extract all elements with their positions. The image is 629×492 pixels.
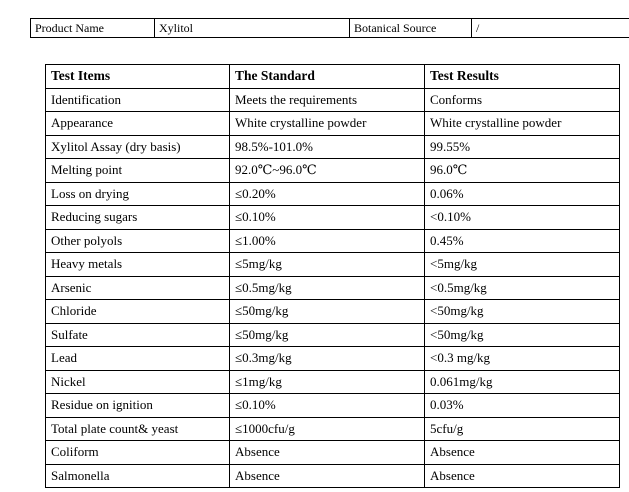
standard-cell: Absence [230, 464, 425, 488]
test-item-cell: Lead [46, 347, 230, 371]
test-item-cell: Appearance [46, 112, 230, 136]
standard-cell: ≤0.10% [230, 206, 425, 230]
table-row [46, 441, 620, 465]
result-cell: 0.45% [425, 229, 620, 253]
standard-cell: ≤50mg/kg [230, 300, 425, 324]
result-cell: White crystalline powder [425, 112, 620, 136]
table-row [46, 370, 620, 394]
test-item-cell: Total plate count& yeast [46, 417, 230, 441]
result-cell: <5mg/kg [425, 253, 620, 277]
table-row [46, 276, 620, 300]
test-item-cell: Xylitol Assay (dry basis) [46, 135, 230, 159]
standard-cell: ≤1000cfu/g [230, 417, 425, 441]
table-row [46, 159, 620, 183]
result-cell: <50mg/kg [425, 323, 620, 347]
result-cell: 0.061mg/kg [425, 370, 620, 394]
table-row [46, 417, 620, 441]
botanical-source-value: / [472, 19, 629, 38]
table-header-row [46, 65, 620, 89]
test-item-cell: Identification [46, 88, 230, 112]
result-cell: 0.06% [425, 182, 620, 206]
test-item-cell: Chloride [46, 300, 230, 324]
result-cell: 96.0℃ [425, 159, 620, 183]
product-info-row [31, 19, 629, 38]
header-test-items: Test Items [46, 65, 230, 89]
test-item-cell: Salmonella [46, 464, 230, 488]
test-item-cell: Heavy metals [46, 253, 230, 277]
product-name-label: Product Name [31, 19, 155, 38]
standard-cell: ≤0.3mg/kg [230, 347, 425, 371]
test-item-cell: Other polyols [46, 229, 230, 253]
test-item-cell: Melting point [46, 159, 230, 183]
table-row [46, 135, 620, 159]
standard-cell: 98.5%-101.0% [230, 135, 425, 159]
test-item-cell: Residue on ignition [46, 394, 230, 418]
result-cell: <0.5mg/kg [425, 276, 620, 300]
table-row [46, 464, 620, 488]
standard-cell: ≤0.10% [230, 394, 425, 418]
result-cell: 0.03% [425, 394, 620, 418]
standard-cell: ≤1.00% [230, 229, 425, 253]
result-cell: 5cfu/g [425, 417, 620, 441]
result-cell: <50mg/kg [425, 300, 620, 324]
test-item-cell: Reducing sugars [46, 206, 230, 230]
standard-cell: ≤50mg/kg [230, 323, 425, 347]
table-row [46, 112, 620, 136]
product-info-table [30, 18, 629, 38]
result-cell: Conforms [425, 88, 620, 112]
test-item-cell: Loss on drying [46, 182, 230, 206]
specification-table [45, 64, 620, 488]
test-item-cell: Arsenic [46, 276, 230, 300]
standard-cell: ≤1mg/kg [230, 370, 425, 394]
standard-cell: ≤0.5mg/kg [230, 276, 425, 300]
table-row [46, 300, 620, 324]
table-row [46, 206, 620, 230]
result-cell: Absence [425, 441, 620, 465]
header-the-standard: The Standard [230, 65, 425, 89]
standard-cell: White crystalline powder [230, 112, 425, 136]
table-row [46, 394, 620, 418]
test-item-cell: Sulfate [46, 323, 230, 347]
test-item-cell: Nickel [46, 370, 230, 394]
table-body [46, 88, 620, 488]
standard-cell: ≤5mg/kg [230, 253, 425, 277]
table-row [46, 182, 620, 206]
standard-cell: Absence [230, 441, 425, 465]
result-cell: <0.10% [425, 206, 620, 230]
standard-cell: Meets the requirements [230, 88, 425, 112]
product-name-value: Xylitol [155, 19, 350, 38]
table-row [46, 347, 620, 371]
result-cell: Absence [425, 464, 620, 488]
header-test-results: Test Results [425, 65, 620, 89]
table-row [46, 323, 620, 347]
result-cell: <0.3 mg/kg [425, 347, 620, 371]
botanical-source-label: Botanical Source [350, 19, 472, 38]
table-row [46, 253, 620, 277]
result-cell: 99.55% [425, 135, 620, 159]
standard-cell: ≤0.20% [230, 182, 425, 206]
table-row [46, 229, 620, 253]
table-row [46, 88, 620, 112]
standard-cell: 92.0℃~96.0℃ [230, 159, 425, 183]
test-item-cell: Coliform [46, 441, 230, 465]
